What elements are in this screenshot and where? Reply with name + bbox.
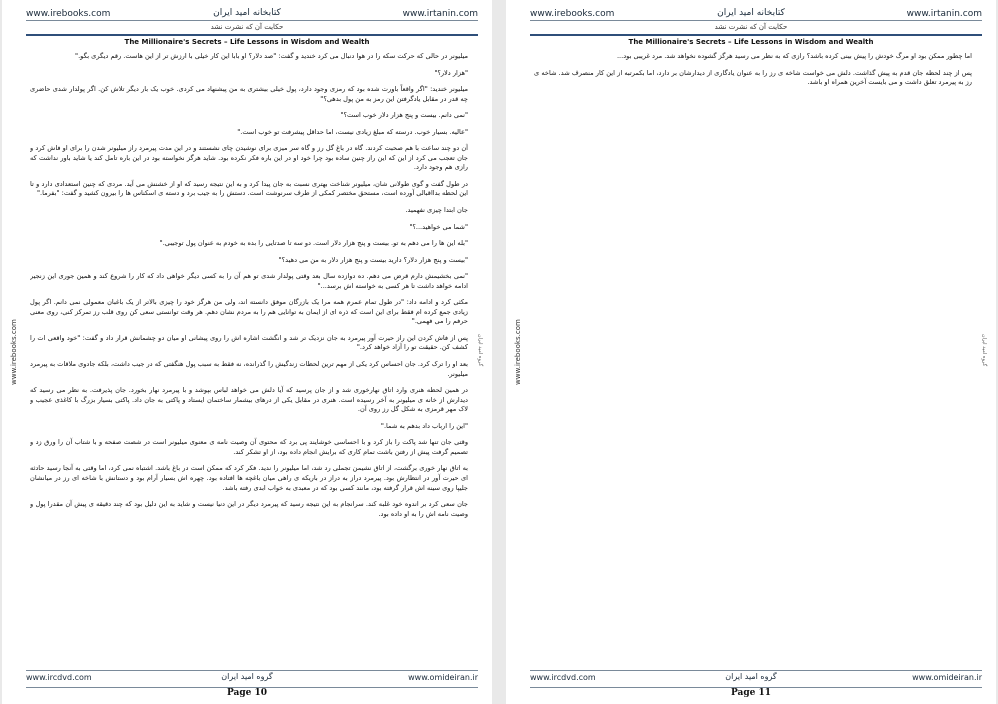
paragraph: "عالیه. بسیار خوب. درسته که مبلغ زیادی نیست، اما حداقل پیشرفت تو خوب است." [237,127,468,136]
paragraph: به اتاق نهار خوری برگشت، از اتاق نشیمن تجملی رد شد، اما میلیونر را ندید. فکر کرد که ممکن است در باغ باشد. اشتباه نمی کرد، اما وقتی به آنجا رسید حادثه ای حیرت آور در انتظارش بود. پیرمرد دراز به دراز در باریکه ی راهی میان باغچه ها افتاده بود. چهره اش بسیار آرام بود و دستانش با شاخه ای رز در میانشان جلیپا روی سینه اش قرار گرفته بود، مانند کسی بود که در معبدی به خواب ابدی رفته باشد. [30,464,468,492]
book-title: The Millionaire's Secrets – Life Lessons in Wisdom and Wealth [628,38,874,46]
header-center-title: کتابخانه امید ایران [717,8,785,18]
header-divider [26,20,478,21]
header-center-title: کتابخانه امید ایران [213,8,281,18]
header-subtitle: حکایت آن که نشرت نشد [210,23,284,31]
paragraph: "بله این ها را می دهم به تو. بیست و پنج هزار دلار است. دو سه تا صدتایی را بده به خودم به عنوان پول توجیبی." [159,239,468,248]
paragraph: مکثی کرد و ادامه داد: "در طول تمام عمرم همه مرا یک بازرگان موفق دانسته اند، ولی من هرگز خود را چیزی بالاتر از یک باغبان معمولی نمی دانم. اگر پول زیادی جمع کرده ام فقط برای این است که ذره ای از ایمان به توانایی هم را به مردم نشان دهم. هر وقت توانستی سعی کن روی قلب رز تمرکز کنی، روی معنی حرفم را می فهمی." [30,298,468,326]
left-page [2,0,492,704]
header-site-left: www.irebooks.com [26,9,111,19]
header-rule [26,34,478,36]
page-body-text [534,52,972,664]
paragraph: جان ابتدا چیزی نفهمید. [405,206,468,215]
side-url: www.irebooks.com [10,319,18,385]
paragraph: "این را ارباب داد بدهم به شما." [380,421,468,430]
paragraph: "بیست و پنج هزار دلار؟ دارید بیست و پنج هزار دلار به من می دهید؟" [278,255,468,264]
header-divider [530,20,982,21]
paragraph: جان سعی کرد بر اندوه خود غلبه کند. سرانجام به این نتیجه رسید که پیرمرد دیگر در این دنیا نیست و شاید به این دلیل بود که چند دقیقه ی پیش آن مقدرا پول و وصیت نامه اش را به او داده بود. [30,500,468,518]
side-url: www.irebooks.com [514,319,522,385]
header-rule [530,34,982,36]
paragraph: "شما می خواهید...؟" [409,222,468,231]
footer-center: گروه امید ایران [725,672,777,681]
footer-site-right: www.omideiran.ir [912,673,982,682]
page-number: Page 10 [226,688,268,698]
paragraph: میلیونر خندید: "اگر واقعاً باورت شده بود که رمزی وجود دارد، پول خیلی بیشتری به من پیشنهاد می کردی. خوب یک بار دیگر تلاش کن. اگر پولدار شدی حاضری چه قدر در مقابل یادگرفتن این رمز به من پول بدهی؟" [30,85,468,103]
book-title: The Millionaire's Secrets – Life Lessons in Wisdom and Wealth [124,38,370,46]
paragraph: پس از چند لحظه جان قدم به پیش گذاشت. دلش می خواست شاخه ی رز را به عنوان یادگاری از دیدارشان بر دارد، اما بکمرتبه از این کار منصرف شد. شاخه ی رز به پیرمرد تعلق داشت و می بایست آخرین همراه او باشد. [534,68,972,87]
footer-divider [530,670,982,671]
right-page [506,0,996,704]
side-watermark: گروه امید ایران [476,333,483,367]
paragraph: در همین لحظه هنری وارد اتاق نهارخوری شد و از جان پرسید که آیا دلش می خواهد لباس بپوشد و با پیرمرد نهار بخورد. جان پذیرفت. به نظر می رسید که دیدارش از خانه ی میلیونر به آخر رسیده است. هنری در مقابل یکی از درهای بیشمار ساختمان ایستاد و پاکتی به جان داد. پاکتی بسیار بزرگ با کاغذی عجیب و لاک مهر قرمزی به شکل گل رز روی آن. [30,386,468,414]
footer-center: گروه امید ایران [221,672,273,681]
footer-site-right: www.omideiran.ir [408,673,478,682]
page-body-text [30,52,468,664]
header-subtitle: حکایت آن که نشرت نشد [714,23,788,31]
page-number: Page 11 [730,688,772,698]
paragraph: "نمی بخشیمش دارم قرض می دهم. ده دوازده سال بعد وقتی پولدار شدی تو هم آن را به کسی دیگر خواهی داد که کار را شروع کند و همین جوری این زنجیر ادامه خواهد داشت تا هر کسی به خواسته اش برسد..." [30,272,468,290]
paragraph: وقتی جان تنها شد پاکت را باز کرد و با احساسی خوشایند پی برد که محتوی آن وصیت نامه ی معنوی میلیونر است در شصت صفحه و با شتاب آن را ورق زد و تصمیم گرفت پیش از رفتن باشت تمام کاری که برایش انجام داده بود، از او تشکر کند. [30,438,468,456]
header-site-left: www.irebooks.com [530,9,615,19]
header-site-right: www.irtanin.com [906,9,982,19]
paragraph: "نمی دانم. بیست و پنج هزار دلار خوب است؟" [340,111,468,120]
paragraph: "هزار دلار؟" [434,68,468,77]
paragraph: آن دو چند ساعت با هم صحبت کردند. گاه در باغ گل رز و گاه سر میزی برای نوشیدن چای نشستند و در این مدت پیرمرد راز میلیونر شدن را برای او فاش کرد و جان تعجب می کرد از این که این راز چنین ساده بود چرا خود او در این باره فکر نکرده بود. شاید هرگز نخواسته بود در این باره تامل کند یا شاید باور نداشت که رازی هم وجود دارد. [30,144,468,172]
paragraph: میلیونر در حالی که حرکت سکه را در هوا دنبال می کرد خندید و گفت: "صد دلار؟ او بابا این کار خیلی با ارزش تر از این هاست. رقم دیگری بگو." [75,52,468,60]
footer-site-left: www.ircdvd.com [26,673,92,682]
side-watermark: گروه امید ایران [980,333,987,367]
footer-site-left: www.ircdvd.com [530,673,596,682]
paragraph: پس از فاش کردن این راز حیرت آور پیرمرد به جان نزدیک تر شد و انگشت اشاره اش را روی پیشانی او میان دو چشمانش قرار داد و گفت: "خود واقعی ات را کشف کن. حقیقت تو را آزاد خواهد کرد." [30,333,468,352]
paragraph: در طول گفت و گوی طولانی شان، میلیونر شناخت بهتری نسبت به جان پیدا کرد و به این نتیجه رسید که او از خشنش می آید. مردی که چنین استعدادی دارد و تا این لحظه بدااقبالی آورده است، مستحق مختصر کمکی از طرف سرنوشت است. دستش را به جیب برد و دسته ی اسکناس ها را بیرون کشید و گفت: "بفرما." [30,179,468,198]
paragraph: اما چطور ممکن بود او مرگ خودش را پیش بینی کرده باشد؟ رازی که به نظر می رسید هرگز گشوده نخواهد شد. مرد غریبی بود... [616,52,972,60]
footer-divider [26,670,478,671]
paragraph: بعد او را ترک کرد. جان احساس کرد یکی از مهم ترین لحظات زندگیش را گذرانده، نه فقط به سبب پول هنگفتی که در جیب داشت، بلکه جادوی ملاقات به پیرمرد میلیونر. [30,360,468,378]
header-site-right: www.irtanin.com [402,9,478,19]
